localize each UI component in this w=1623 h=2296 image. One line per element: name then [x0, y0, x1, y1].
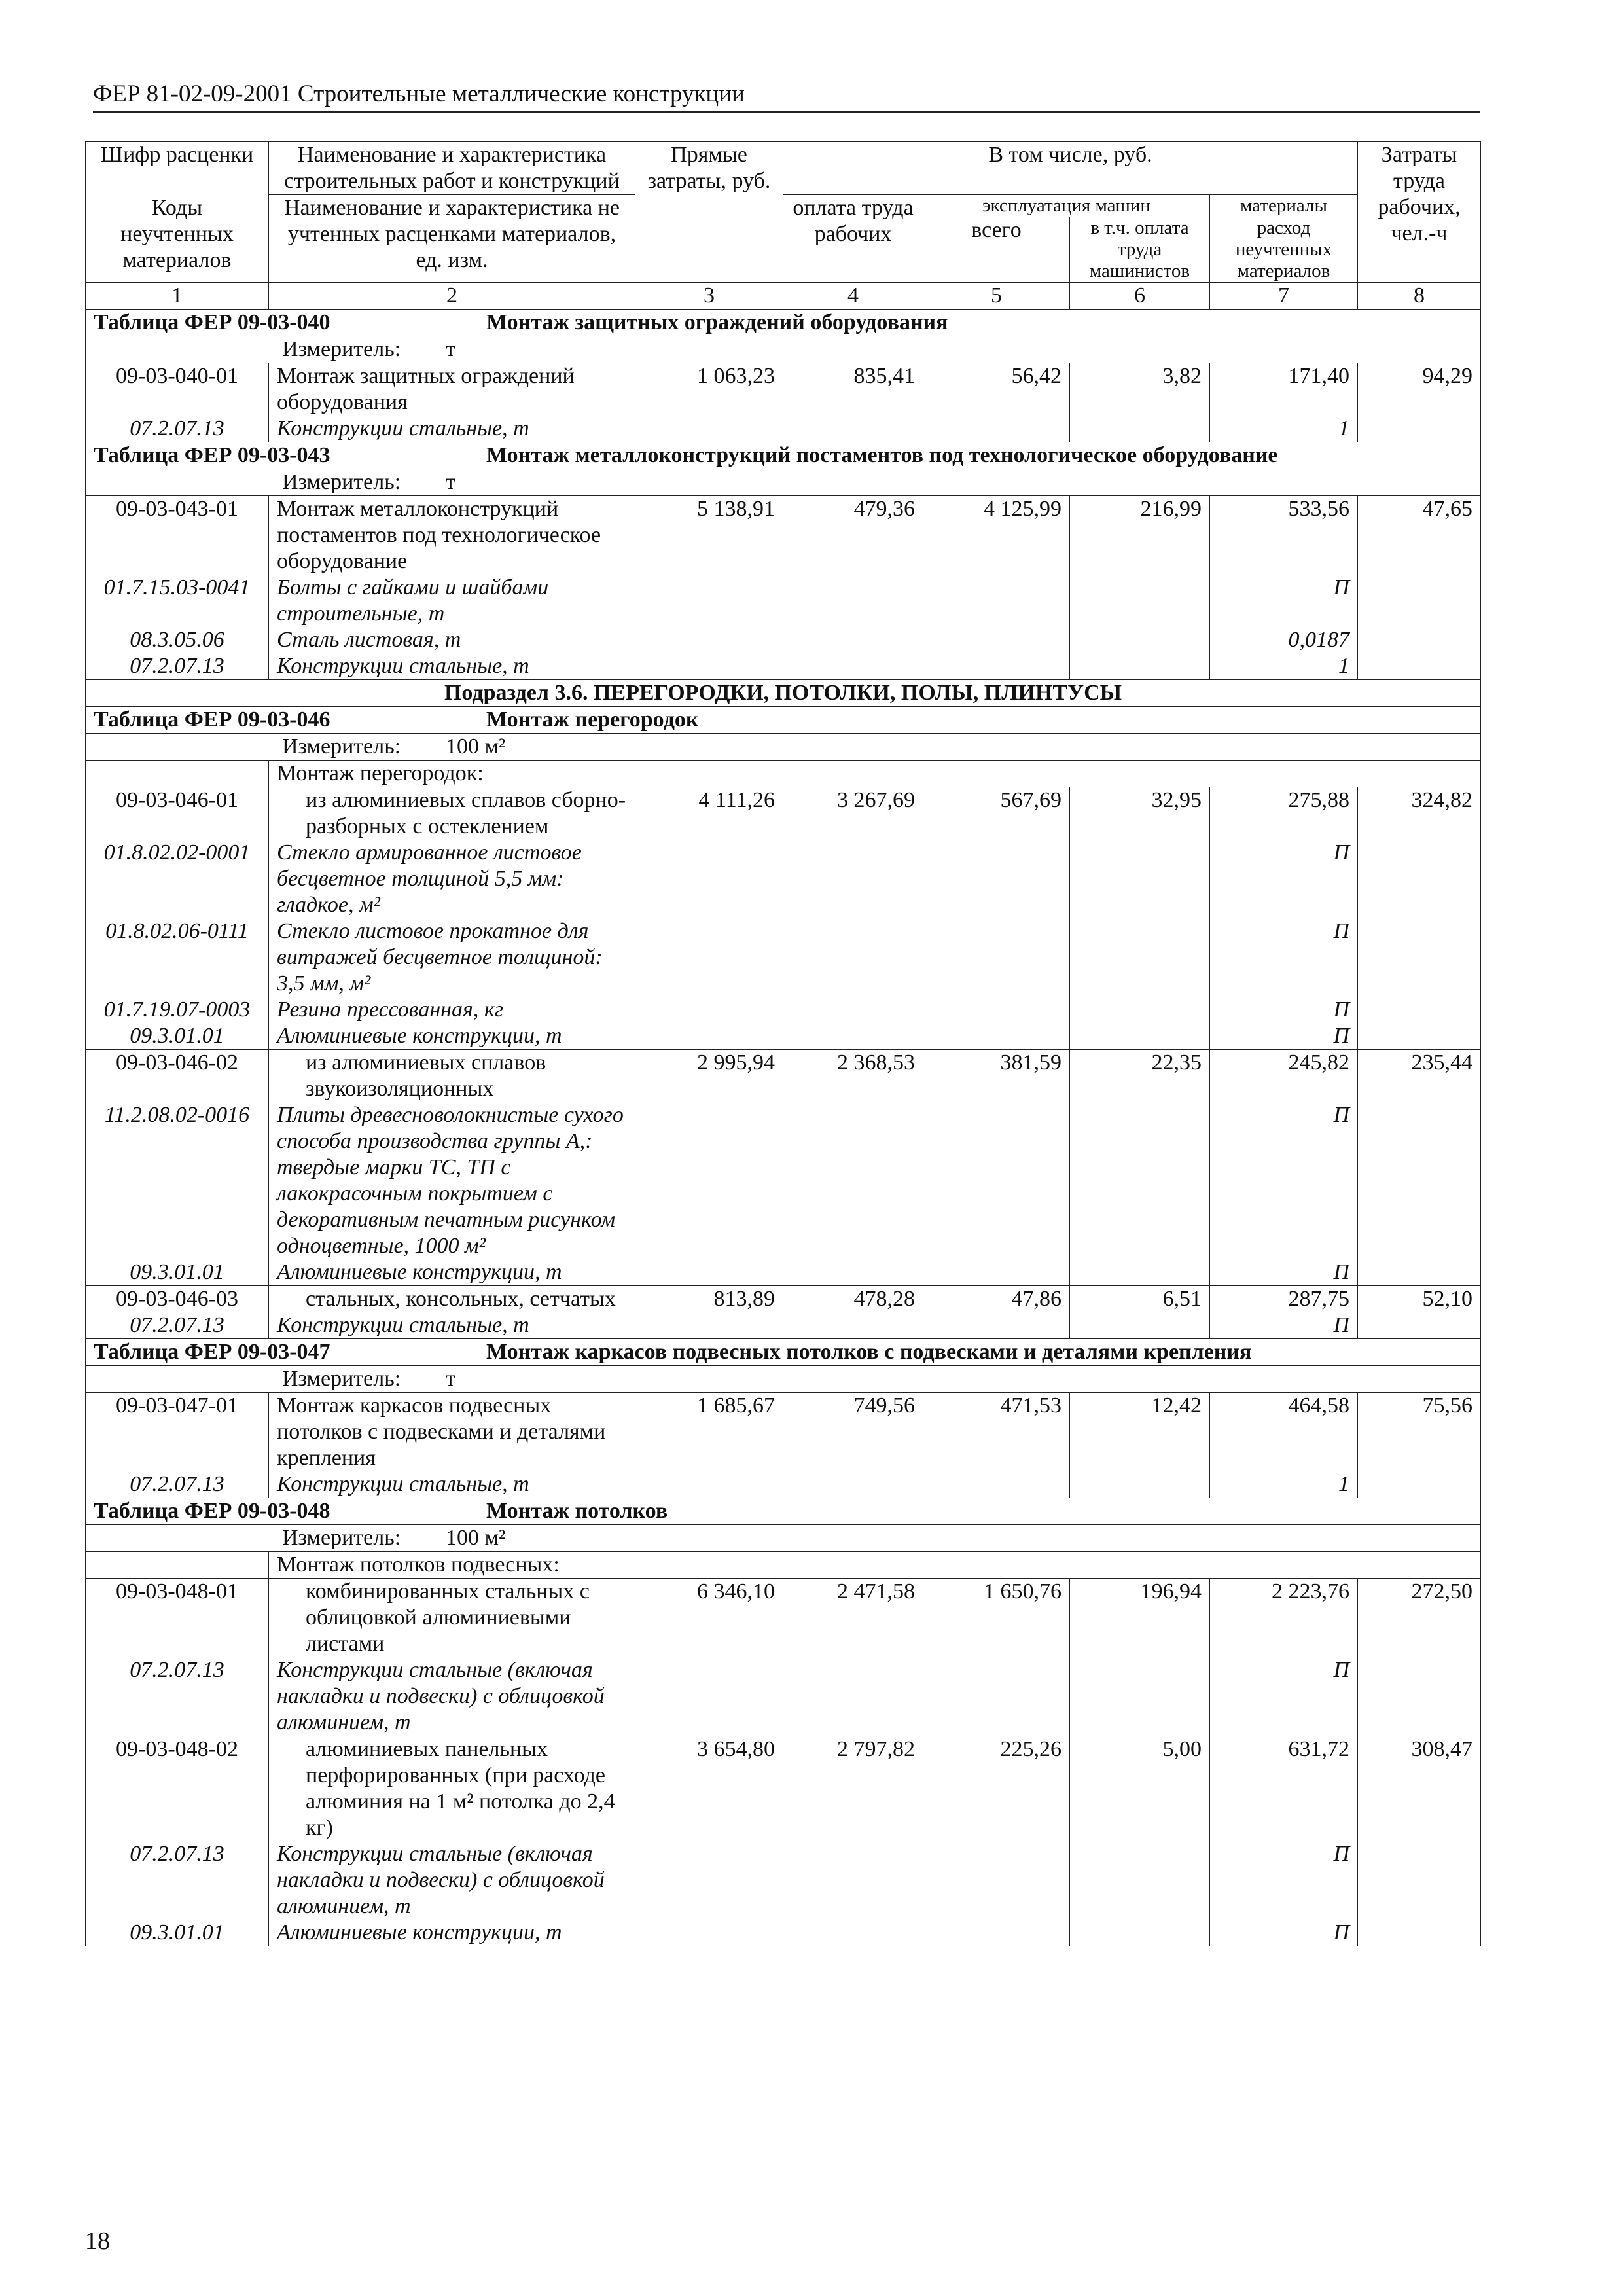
- header-row-1: [86, 142, 1481, 195]
- empty-cell: [923, 918, 1070, 997]
- materials-cost: 631,72: [1210, 1736, 1358, 1842]
- measure-value: т: [446, 470, 455, 494]
- empty-cell: [635, 1471, 783, 1498]
- empty-cell: [783, 1920, 923, 1946]
- table-title: [86, 1498, 1481, 1525]
- table-row: [86, 787, 1481, 840]
- empty-cell: [635, 1312, 783, 1339]
- col-header-name: Наименование и характеристика строительных работ и конструкций: [269, 142, 635, 195]
- measure: [86, 1525, 1481, 1552]
- empty-cell: [1070, 1259, 1210, 1286]
- table-title: [86, 310, 1481, 336]
- material-row: [86, 1920, 1481, 1946]
- table-title-row: [86, 1498, 1481, 1525]
- group-label: Монтаж потолков подвесных:: [269, 1552, 1481, 1579]
- empty-cell: [635, 1102, 783, 1259]
- table-title-row: [86, 707, 1481, 734]
- col-header-matnames: Наименование и характеристика не учтенных расценками материалов, ед. изм.: [269, 195, 635, 283]
- table-code: Таблица ФЕР 09-03-046: [94, 708, 330, 732]
- material-row: [86, 575, 1481, 627]
- empty-cell: [783, 575, 923, 627]
- column-number: 4: [783, 283, 923, 310]
- materials-cost: 171,40: [1210, 363, 1358, 416]
- empty-cell: [783, 840, 923, 918]
- col-header-labor: Затраты труда рабочих, чел.-ч: [1358, 142, 1481, 283]
- empty-cell: [1358, 1841, 1481, 1920]
- empty-cell: [1070, 1920, 1210, 1946]
- rate-name: алюминиевых панельных перфорированных (при расходе алюминия на 1 м² потолка до 2,4 кг): [269, 1736, 635, 1842]
- table-row: [86, 1050, 1481, 1103]
- empty-cell: [1358, 1471, 1481, 1498]
- measure-label: Измеритель:: [282, 734, 401, 759]
- measure-value: 100 м²: [446, 734, 506, 759]
- empty-cell: [1358, 918, 1481, 997]
- col-header-materials: материалы: [1210, 195, 1358, 217]
- materials-cost: 464,58: [1210, 1393, 1358, 1472]
- measure-value: 100 м²: [446, 1526, 506, 1550]
- empty-cell: [783, 1657, 923, 1736]
- group-row: [86, 761, 1481, 787]
- material-name: Болты с гайками и шайбами строительные, т: [269, 575, 635, 627]
- col-header-mach-pay: в т.ч. оплата труда машинистов: [1070, 217, 1210, 283]
- machinists-pay: 216,99: [1070, 496, 1210, 575]
- empty-cell: [635, 918, 783, 997]
- material-name: Конструкции стальные, т: [269, 1312, 635, 1339]
- col-header-direct: Прямые затраты, руб.: [635, 142, 783, 283]
- machines-total: 56,42: [923, 363, 1070, 416]
- machines-total: 381,59: [923, 1050, 1070, 1103]
- rate-name: из алюминиевых сплавов звукоизоляционных: [269, 1050, 635, 1103]
- table-code: Таблица ФЕР 09-03-048: [94, 1499, 330, 1523]
- column-number: 8: [1358, 283, 1481, 310]
- material-code: 01.8.02.02-0001: [86, 840, 269, 918]
- material-quantity: П: [1210, 1841, 1358, 1920]
- empty-cell: [635, 627, 783, 653]
- empty-cell: [1070, 918, 1210, 997]
- table-name: Монтаж каркасов подвесных потолков с подвесками и деталями крепления: [486, 1340, 1252, 1364]
- material-quantity: 1: [1210, 653, 1358, 680]
- labor-hours: 47,65: [1358, 496, 1481, 575]
- direct-cost: 813,89: [635, 1286, 783, 1313]
- direct-cost: 1 063,23: [635, 363, 783, 416]
- empty-cell: [1070, 997, 1210, 1023]
- labor-hours: 52,10: [1358, 1286, 1481, 1313]
- empty-cell: [635, 1259, 783, 1286]
- material-quantity: П: [1210, 1920, 1358, 1946]
- empty-cell: [1358, 1312, 1481, 1339]
- page-header: ФЕР 81-02-09-2001 Строительные металлические конструкции: [93, 77, 1480, 113]
- measure: [86, 734, 1481, 761]
- empty-cell: [783, 918, 923, 997]
- col-header-pay: оплата труда рабочих: [783, 195, 923, 283]
- direct-cost: 6 346,10: [635, 1579, 783, 1658]
- machinists-pay: 32,95: [1070, 787, 1210, 840]
- col-header-code: Шифр расценки: [86, 142, 269, 195]
- material-code: 07.2.07.13: [86, 1312, 269, 1339]
- labor-hours: 75,56: [1358, 1393, 1481, 1472]
- empty-cell: [783, 1312, 923, 1339]
- empty-cell: [1358, 1102, 1481, 1259]
- material-code: 09.3.01.01: [86, 1259, 269, 1286]
- empty-cell: [1358, 1259, 1481, 1286]
- empty-cell: [635, 1023, 783, 1050]
- col-header-incl: В том числе, руб.: [783, 142, 1358, 195]
- price-table: [85, 141, 1481, 1946]
- materials-cost: 2 223,76: [1210, 1579, 1358, 1658]
- material-code: 01.8.02.06-0111: [86, 918, 269, 997]
- empty-cell: [923, 575, 1070, 627]
- measure: [86, 469, 1481, 496]
- table-title: [86, 1339, 1481, 1366]
- machines-total: 47,86: [923, 1286, 1070, 1313]
- material-quantity: П: [1210, 1102, 1358, 1259]
- measure-value: т: [446, 337, 455, 361]
- rate-code: 09-03-047-01: [86, 1393, 269, 1472]
- material-name: Конструкции стальные (включая накладки и подвески) с облицовкой алюминием, т: [269, 1841, 635, 1920]
- material-row: [86, 627, 1481, 653]
- material-row: [86, 653, 1481, 680]
- empty-cell: [923, 1259, 1070, 1286]
- material-code: 09.3.01.01: [86, 1920, 269, 1946]
- material-row: [86, 1841, 1481, 1920]
- material-name: Алюминиевые конструкции, т: [269, 1920, 635, 1946]
- material-code: 07.2.07.13: [86, 1471, 269, 1498]
- measure-row: [86, 1366, 1481, 1393]
- material-code: 07.2.07.13: [86, 1841, 269, 1920]
- material-code: 07.2.07.13: [86, 416, 269, 442]
- material-row: [86, 1657, 1481, 1736]
- empty-cell: [783, 1102, 923, 1259]
- empty-cell: [1070, 1312, 1210, 1339]
- materials-cost: 533,56: [1210, 496, 1358, 575]
- group-row: [86, 1552, 1481, 1579]
- empty-cell: [1070, 627, 1210, 653]
- table-code: Таблица ФЕР 09-03-043: [94, 443, 330, 467]
- material-row: [86, 1312, 1481, 1339]
- material-code: 09.3.01.01: [86, 1023, 269, 1050]
- rate-name: Монтаж каркасов подвесных потолков с подвесками и деталями крепления: [269, 1393, 635, 1472]
- measure-label: Измеритель:: [282, 337, 401, 361]
- table-title-row: [86, 310, 1481, 336]
- rate-code: 09-03-040-01: [86, 363, 269, 416]
- table-title: [86, 442, 1481, 469]
- labor-pay: 478,28: [783, 1286, 923, 1313]
- rate-name: стальных, консольных, сетчатых: [269, 1286, 635, 1313]
- material-code: 07.2.07.13: [86, 1657, 269, 1736]
- empty-cell: [923, 653, 1070, 680]
- rate-code: 09-03-043-01: [86, 496, 269, 575]
- table-row: [86, 496, 1481, 575]
- empty-cell: [783, 1841, 923, 1920]
- empty-cell: [635, 575, 783, 627]
- material-name: Сталь листовая, т: [269, 627, 635, 653]
- material-quantity: П: [1210, 918, 1358, 997]
- empty-cell: [1358, 997, 1481, 1023]
- empty-cell: [923, 627, 1070, 653]
- labor-hours: 94,29: [1358, 363, 1481, 416]
- material-row: [86, 997, 1481, 1023]
- direct-cost: 5 138,91: [635, 496, 783, 575]
- empty-cell: [923, 1102, 1070, 1259]
- material-quantity: П: [1210, 1312, 1358, 1339]
- material-row: [86, 1023, 1481, 1050]
- table-name: Монтаж потолков: [486, 1499, 668, 1523]
- rate-code: 09-03-048-01: [86, 1579, 269, 1658]
- material-name: Плиты древесноволокнистые сухого способа производства группы А,: твердые марки ТС, ТП с лакокрасочным покрытием с декоративным печатным рисунком одноцветные, 1000 м²: [269, 1102, 635, 1259]
- subsection-title: Подраздел 3.6. ПЕРЕГОРОДКИ, ПОТОЛКИ, ПОЛЫ, ПЛИНТУСЫ: [86, 680, 1481, 707]
- empty-cell: [1070, 575, 1210, 627]
- col-header-matcodes: Коды неучтенных материалов: [86, 195, 269, 283]
- column-number: 7: [1210, 283, 1358, 310]
- rate-name: комбинированных стальных с облицовкой алюминиевыми листами: [269, 1579, 635, 1658]
- material-quantity: П: [1210, 997, 1358, 1023]
- measure-label: Измеритель:: [282, 1526, 401, 1550]
- material-row: [86, 1102, 1481, 1259]
- labor-hours: 272,50: [1358, 1579, 1481, 1658]
- material-name: Стекло армированное листовое бесцветное толщиной 5,5 мм: гладкое, м²: [269, 840, 635, 918]
- material-row: [86, 1259, 1481, 1286]
- machinists-pay: 5,00: [1070, 1736, 1210, 1842]
- table-name: Монтаж металлоконструкций постаментов под технологическое оборудование: [486, 443, 1278, 467]
- empty-cell: [923, 416, 1070, 442]
- measure-value: т: [446, 1367, 455, 1391]
- material-quantity: 1: [1210, 1471, 1358, 1498]
- empty-cell: [635, 1920, 783, 1946]
- empty-cell: [1358, 1023, 1481, 1050]
- machinists-pay: 196,94: [1070, 1579, 1210, 1658]
- table-title-row: [86, 1339, 1481, 1366]
- machines-total: 471,53: [923, 1393, 1070, 1472]
- material-code: 11.2.08.02-0016: [86, 1102, 269, 1259]
- material-name: Конструкции стальные, т: [269, 416, 635, 442]
- empty-cell: [923, 1312, 1070, 1339]
- labor-hours: 235,44: [1358, 1050, 1481, 1103]
- labor-pay: 2 797,82: [783, 1736, 923, 1842]
- column-number: 1: [86, 283, 269, 310]
- col-header-mat-sub: расход неучтенных материалов: [1210, 217, 1358, 283]
- empty-cell: [1070, 416, 1210, 442]
- measure-row: [86, 1525, 1481, 1552]
- material-name: Алюминиевые конструкции, т: [269, 1259, 635, 1286]
- table-row: [86, 363, 1481, 416]
- empty-cell: [923, 1920, 1070, 1946]
- material-code: 01.7.15.03-0041: [86, 575, 269, 627]
- rate-code: 09-03-046-02: [86, 1050, 269, 1103]
- empty-cell: [635, 416, 783, 442]
- material-quantity: П: [1210, 1259, 1358, 1286]
- machinists-pay: 3,82: [1070, 363, 1210, 416]
- material-name: Конструкции стальные, т: [269, 1471, 635, 1498]
- empty-cell: [1358, 840, 1481, 918]
- measure-label: Измеритель:: [282, 470, 401, 494]
- labor-pay: 479,36: [783, 496, 923, 575]
- page-number: 18: [85, 2227, 110, 2255]
- materials-cost: 245,82: [1210, 1050, 1358, 1103]
- material-name: Конструкции стальные (включая накладки и подвески) с облицовкой алюминием, т: [269, 1657, 635, 1736]
- table-row: [86, 1579, 1481, 1658]
- subsection-row: [86, 680, 1481, 707]
- empty-cell: [783, 1259, 923, 1286]
- column-number: 2: [269, 283, 635, 310]
- rate-code: 09-03-046-01: [86, 787, 269, 840]
- empty-cell: [783, 653, 923, 680]
- table-name: Монтаж защитных ограждений оборудования: [486, 310, 948, 334]
- measure-row: [86, 336, 1481, 363]
- empty-cell: [1070, 1841, 1210, 1920]
- material-code: 07.2.07.13: [86, 653, 269, 680]
- labor-hours: 324,82: [1358, 787, 1481, 840]
- empty-cell: [783, 997, 923, 1023]
- empty-cell: [1070, 1657, 1210, 1736]
- empty-cell: [1358, 653, 1481, 680]
- header-row-2: [86, 195, 1481, 217]
- material-name: Резина прессованная, кг: [269, 997, 635, 1023]
- empty-cell: [1070, 1471, 1210, 1498]
- empty-cell: [783, 1471, 923, 1498]
- labor-hours: 308,47: [1358, 1736, 1481, 1842]
- rate-name: Монтаж защитных ограждений оборудования: [269, 363, 635, 416]
- labor-pay: 2 368,53: [783, 1050, 923, 1103]
- table-code: Таблица ФЕР 09-03-040: [94, 310, 330, 334]
- material-quantity: П: [1210, 1657, 1358, 1736]
- material-name: Конструкции стальные, т: [269, 653, 635, 680]
- empty-cell: [86, 1552, 269, 1579]
- material-name: Алюминиевые конструкции, т: [269, 1023, 635, 1050]
- column-number: 5: [923, 283, 1070, 310]
- table-row: [86, 1393, 1481, 1472]
- measure: [86, 336, 1481, 363]
- material-quantity: П: [1210, 1023, 1358, 1050]
- empty-cell: [1358, 416, 1481, 442]
- machines-total: 4 125,99: [923, 496, 1070, 575]
- group-label: Монтаж перегородок:: [269, 761, 1481, 787]
- column-number: 6: [1070, 283, 1210, 310]
- material-code: 01.7.19.07-0003: [86, 997, 269, 1023]
- materials-cost: 275,88: [1210, 787, 1358, 840]
- empty-cell: [923, 1471, 1070, 1498]
- empty-cell: [1070, 1102, 1210, 1259]
- empty-cell: [1070, 840, 1210, 918]
- empty-cell: [923, 840, 1070, 918]
- rate-name: Монтаж металлоконструкций постаментов под технологическое оборудование: [269, 496, 635, 575]
- machinists-pay: 12,42: [1070, 1393, 1210, 1472]
- empty-cell: [635, 653, 783, 680]
- measure-row: [86, 734, 1481, 761]
- table-title-row: [86, 442, 1481, 469]
- material-row: [86, 416, 1481, 442]
- empty-cell: [783, 416, 923, 442]
- direct-cost: 2 995,94: [635, 1050, 783, 1103]
- empty-cell: [86, 761, 269, 787]
- material-quantity: П: [1210, 840, 1358, 918]
- material-row: [86, 840, 1481, 918]
- material-name: Стекло листовое прокатное для витражей бесцветное толщиной: 3,5 мм, м²: [269, 918, 635, 997]
- machines-total: 567,69: [923, 787, 1070, 840]
- empty-cell: [1358, 1920, 1481, 1946]
- table-row: [86, 1286, 1481, 1313]
- machinists-pay: 6,51: [1070, 1286, 1210, 1313]
- material-quantity: 1: [1210, 416, 1358, 442]
- table-name: Монтаж перегородок: [486, 708, 699, 732]
- empty-cell: [635, 1841, 783, 1920]
- material-row: [86, 1471, 1481, 1498]
- labor-pay: 835,41: [783, 363, 923, 416]
- column-number: 3: [635, 283, 783, 310]
- empty-cell: [1358, 627, 1481, 653]
- col-header-mach-total: всего: [923, 217, 1070, 283]
- material-quantity: 0,0187: [1210, 627, 1358, 653]
- machinists-pay: 22,35: [1070, 1050, 1210, 1103]
- labor-pay: 2 471,58: [783, 1579, 923, 1658]
- materials-cost: 287,75: [1210, 1286, 1358, 1313]
- empty-cell: [923, 1023, 1070, 1050]
- material-row: [86, 918, 1481, 997]
- machines-total: 225,26: [923, 1736, 1070, 1842]
- machines-total: 1 650,76: [923, 1579, 1070, 1658]
- empty-cell: [783, 627, 923, 653]
- empty-cell: [1358, 1657, 1481, 1736]
- measure-label: Измеритель:: [282, 1367, 401, 1391]
- measure: [86, 1366, 1481, 1393]
- measure-row: [86, 469, 1481, 496]
- table-row: [86, 1736, 1481, 1842]
- empty-cell: [1358, 575, 1481, 627]
- empty-cell: [923, 1841, 1070, 1920]
- direct-cost: 3 654,80: [635, 1736, 783, 1842]
- labor-pay: 749,56: [783, 1393, 923, 1472]
- direct-cost: 4 111,26: [635, 787, 783, 840]
- empty-cell: [635, 997, 783, 1023]
- empty-cell: [923, 1657, 1070, 1736]
- empty-cell: [783, 1023, 923, 1050]
- material-code: 08.3.05.06: [86, 627, 269, 653]
- empty-cell: [1070, 1023, 1210, 1050]
- labor-pay: 3 267,69: [783, 787, 923, 840]
- direct-cost: 1 685,67: [635, 1393, 783, 1472]
- empty-cell: [635, 840, 783, 918]
- column-numbers-row: [86, 283, 1481, 310]
- table-code: Таблица ФЕР 09-03-047: [94, 1340, 330, 1364]
- rate-code: 09-03-046-03: [86, 1286, 269, 1313]
- rate-name: из алюминиевых сплавов сборно-разборных с остеклением: [269, 787, 635, 840]
- empty-cell: [923, 997, 1070, 1023]
- empty-cell: [635, 1657, 783, 1736]
- material-quantity: П: [1210, 575, 1358, 627]
- col-header-machines: эксплуатация машин: [923, 195, 1210, 217]
- rate-code: 09-03-048-02: [86, 1736, 269, 1842]
- table-title: [86, 707, 1481, 734]
- empty-cell: [1070, 653, 1210, 680]
